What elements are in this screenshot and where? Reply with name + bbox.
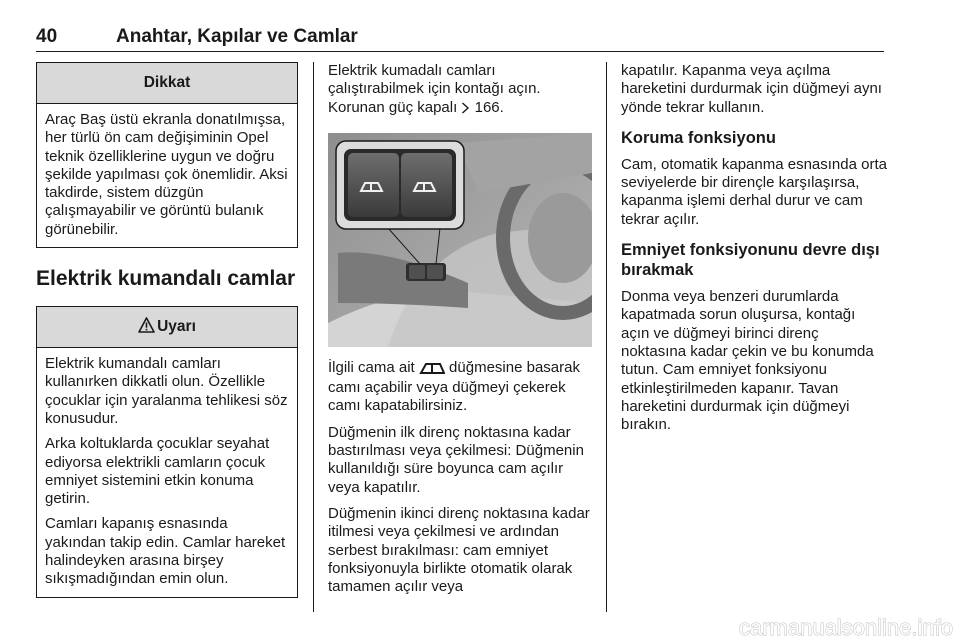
warning-paragraph-2: Arka koltuklarda çocuklar seyahat ediyorsa elektrikli camların çocuk emniyet sistemini etkin konuma getirin. — [45, 435, 270, 508]
warning-box — [36, 306, 298, 598]
warning-triangle-icon — [138, 309, 155, 349]
intro-text: Elektrik kumadalı camları çalıştırabilmek için kontağı açın. Korunan güç kapalı 166. — [328, 62, 592, 119]
continuation-text: kapatılır. Kapanma veya açılma hareketini durdurmak için düğmeyi aynı yönde tekrar kullanın. — [621, 62, 882, 116]
page-header — [36, 26, 884, 50]
page-number: 40 — [36, 26, 58, 47]
column-divider-2 — [606, 62, 607, 612]
window-switch-illustration — [328, 133, 592, 347]
protection-text: Cam, otomatik kapanma esnasında orta seviyelerde bir dirençle karşılaşırsa, kapanma işlemi derhal durur ve cam tekrar açılır. — [621, 155, 887, 228]
section-heading: Elektrik kumandalı camlar — [36, 267, 296, 291]
chapter-title: Anahtar, Kapılar ve Camlar — [116, 26, 358, 47]
disable-safety-text: Donma veya benzeri durumlarda kapatmada sorun oluşursa, kontağı açın ve düğmeyi birinci direnç noktasına kadar çekin ve bu konumda tutun. Cam emniyet fonksiyonu etkinleştirilmeden kapanır. Tavan hareketini durdurmak için düğmeyi bırakın. — [621, 288, 874, 434]
warning-paragraph-1: Elektrik kumandalı camları kullanırken dikkatli olun. Özellikle çocuklar için yaralanma tehlikesi söz konusudur. — [45, 355, 288, 427]
caution-heading: Dikkat — [37, 63, 297, 104]
second-resistance-text: Düğmenin ikinci direnç noktasına kadar itilmesi veya çekilmesi ve ardından serbest bırakılması: cam emniyet fonksiyonuyla birlikte otomatik olarak tamamen açılır veya — [328, 504, 590, 596]
warning-heading: Uyarı — [157, 318, 196, 336]
page-reference-arrow-icon — [461, 101, 470, 119]
first-resistance-text: Düğmenin ilk direnç noktasına kadar bastırılması veya çekilmesi: Düğmenin kullanıldığı süre boyunca cam açılır veya kapatılır. — [328, 423, 584, 496]
column-2 — [328, 62, 592, 604]
protection-heading: Koruma fonksiyonu — [621, 128, 776, 147]
warning-paragraph-3: Camları kapanış esnasında yakından takip edin. Camlar hareket halindeyken arasına birşey sıkışmadığından emin olun. — [45, 515, 286, 588]
column-3 — [621, 62, 887, 442]
caution-box — [36, 62, 298, 248]
switch-usage-text: İlgili cama ait düğmesine basarak camı açabilir veya düğmeyi çekerek camı kapatabilirsiniz. — [328, 358, 580, 415]
window-switch-icon — [419, 361, 445, 379]
column-1 — [36, 62, 298, 598]
disable-safety-heading: Emniyet fonksiyonunu devre dışı bırakmak — [621, 241, 880, 280]
watermark — [634, 614, 954, 640]
caution-text: Araç Baş üstü ekranla donatılmışsa, her türlü ön cam değişiminin Opel teknik özelliklerine uygun ve doğru şekilde yapılması çok önemlidir. Aksi takdirde, sistem düzgün çalışmayabilir ve görüntü bulanık görünebilir. — [45, 111, 288, 238]
warning-header — [37, 307, 297, 348]
svg-text:carmanualsonline.info: carmanualsonline.info — [738, 615, 953, 640]
header-divider — [36, 51, 884, 52]
column-divider-1 — [313, 62, 314, 612]
